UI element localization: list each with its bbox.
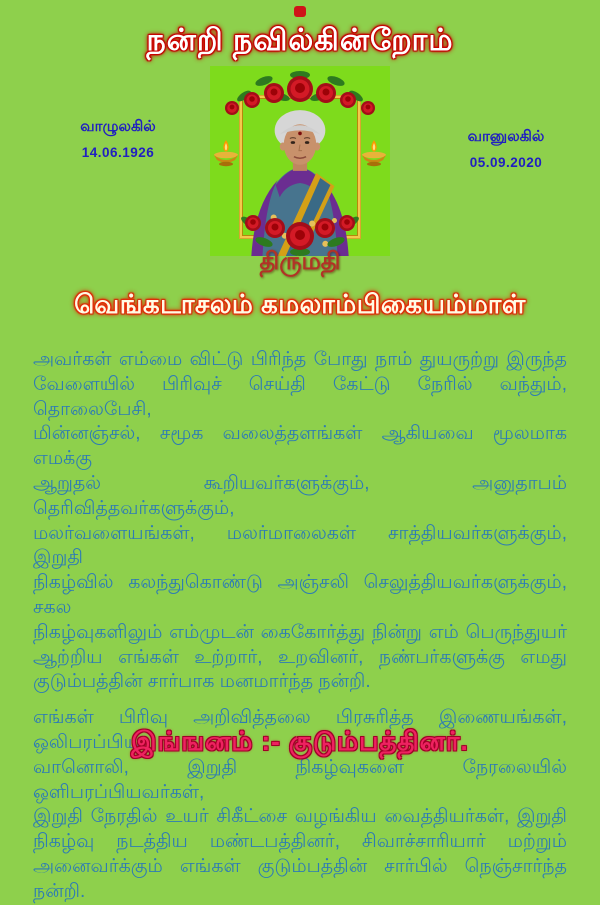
page-title: நன்றி நவில்கின்றோம் <box>146 24 454 57</box>
photo-panel <box>210 66 390 256</box>
body-line: வானொலி, இறுதி நிகழ்வுகளை நேரலையில் ஒளிபரப்பியவர்கள், <box>33 756 567 803</box>
thanks-message <box>33 348 567 905</box>
diya-lamp-right-icon <box>359 138 389 168</box>
body-line: மின்னஞ்சல், சமூக வலைத்தளங்கள் ஆகியவை மூலமாக எமக்கு <box>33 423 567 470</box>
body-line: நிகழ்வில் கலந்துகொண்டு அஞ்சலி செலுத்தியவர்களுக்கும், சகல <box>33 572 567 618</box>
body-line: நிகழ்வுகளிலும் எம்முடன் கைகோர்த்து நின்று எம் பெருந்துயர் <box>33 621 567 643</box>
death-label: வானுலகில் <box>467 128 545 145</box>
body-line: எங்கள் பிரிவு அறிவித்தலை பிரசுரித்த இணையங்கள், ஒலிபரப்பிய <box>33 707 567 753</box>
body-line: மலர்வளையங்கள், மலர்மாலைகள் சாத்தியவர்களுக்கும், இறுதி <box>33 522 567 569</box>
roses-top-icon <box>222 69 378 115</box>
body-line: நிகழ்வு நடத்திய மண்டபத்தினர், சிவாச்சாரியார் மற்றும் <box>33 831 567 853</box>
body-line: இறுதி நேரதில் உயர் சிகீட்சை வழங்கிய வைத்தியர்கள், இறுதி <box>33 806 567 828</box>
body-line: அனைவர்க்கும் எங்கள் குடும்பத்தின் சார்பில் நெஞ்சார்ந்த நன்றி. <box>33 855 567 902</box>
death-block <box>436 128 576 170</box>
birth-date: 14.06.1926 <box>81 145 155 160</box>
diya-lamp-left-icon <box>211 138 241 168</box>
honorific-title: திருமதி <box>259 248 341 275</box>
paragraph-1 <box>33 348 567 695</box>
birth-label: வாழுலகில் <box>80 118 156 135</box>
body-line: ஆற்றிய எங்கள் உற்றார், உறவினர், நண்பர்களுக்கு எமது <box>33 646 567 668</box>
death-date: 05.09.2020 <box>469 155 543 170</box>
deceased-name: வெங்கடாசலம் கமலாம்பிகையம்மாள் <box>74 289 526 319</box>
body-line: வேளையில் பிரிவுச் செய்தி கேட்டு நேரில் வந்தும், தொலைபேசி, <box>33 373 567 420</box>
red-dot-decoration <box>294 6 306 17</box>
family-signoff: இங்ஙனம் :- குடும்பத்தினர். <box>131 726 469 756</box>
birth-block <box>48 118 188 160</box>
body-line: ஆறுதல் கூறியவர்களுக்கும், அனுதாபம் தெரிவித்தவர்களுக்கும், <box>33 472 567 519</box>
body-line: அவர்கள் எம்மை விட்டு பிரிந்த போது நாம் துயருற்று இருந்த <box>33 349 567 370</box>
body-line: குடும்பத்தின் சார்பாக மனமார்ந்த நன்றி. <box>33 671 371 693</box>
